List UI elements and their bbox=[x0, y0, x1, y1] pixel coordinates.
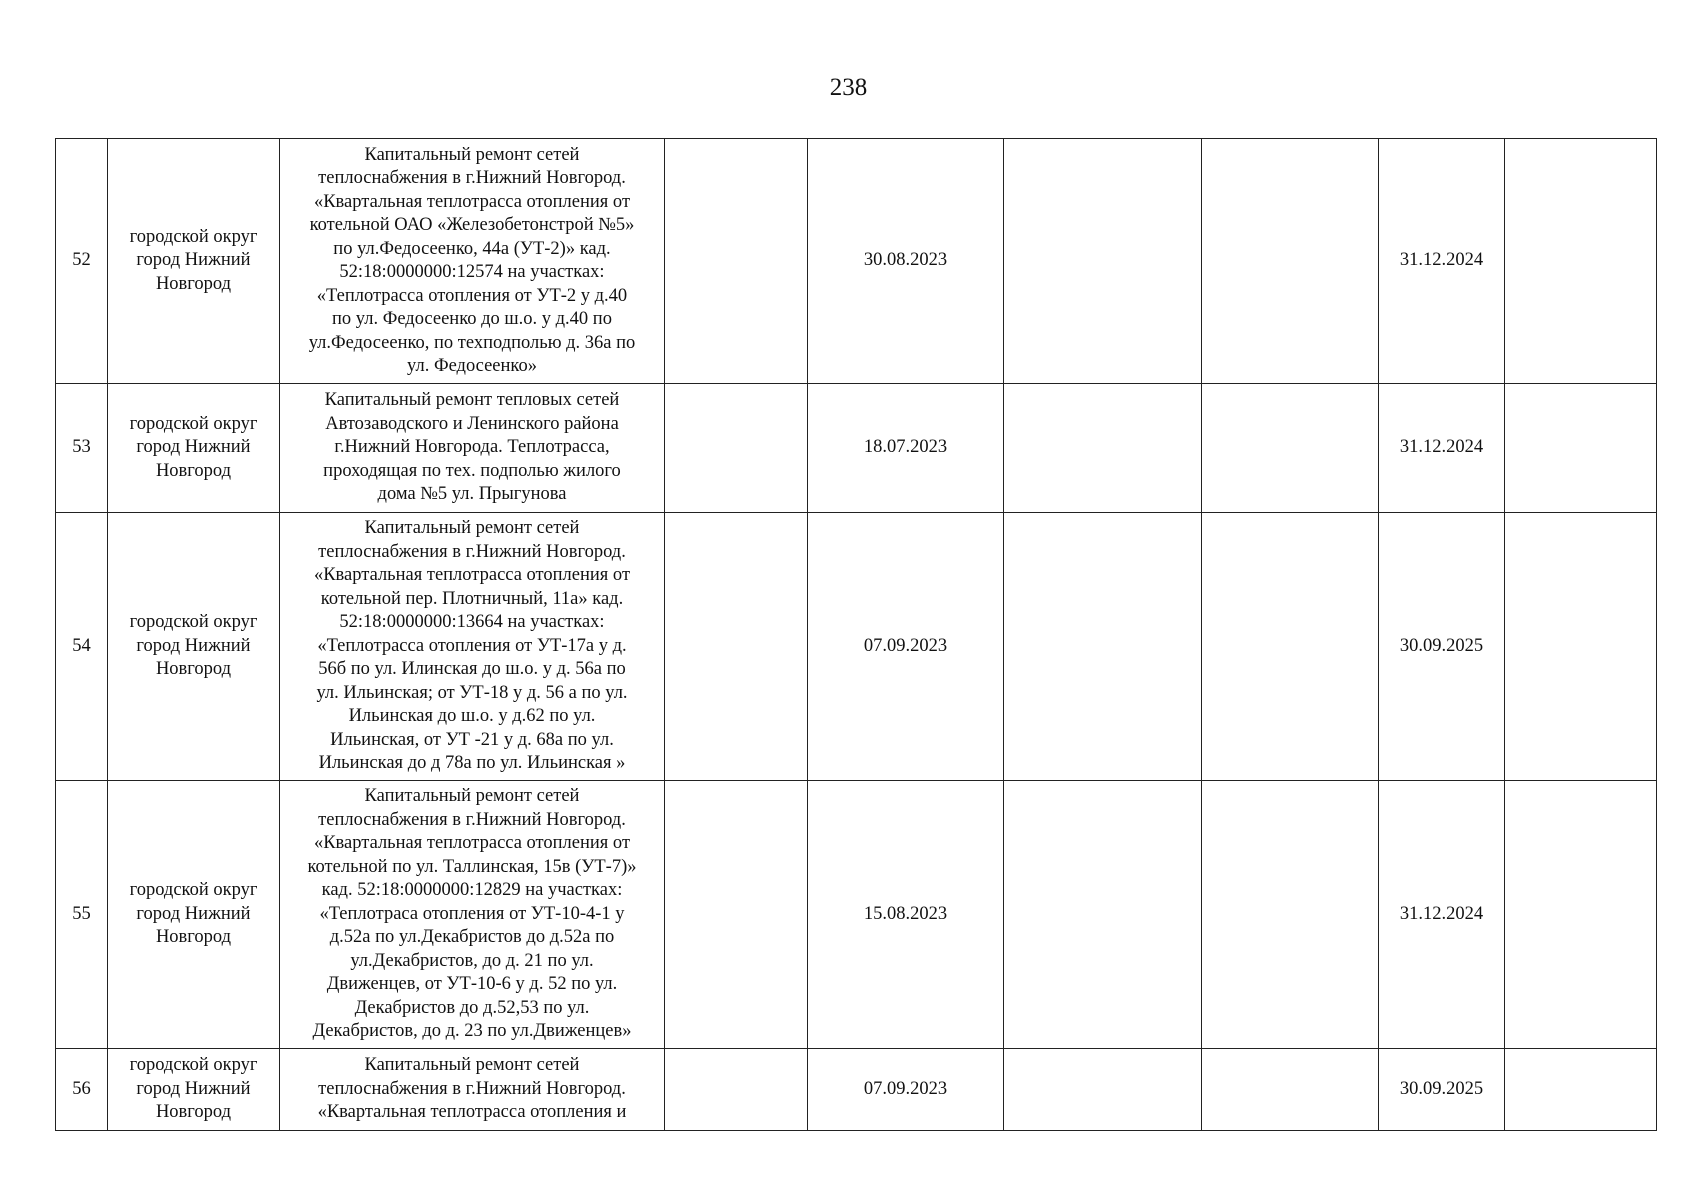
description-line: котельной пер. Плотничный, 11а» кад. bbox=[320, 588, 624, 609]
empty-cell bbox=[1004, 139, 1202, 384]
location-cell bbox=[108, 781, 280, 1049]
empty-cell bbox=[665, 1049, 808, 1131]
description-cell bbox=[280, 781, 665, 1049]
start-date: 07.09.2023 bbox=[808, 513, 1004, 781]
start-date: 15.08.2023 bbox=[808, 781, 1004, 1049]
description-line: 52:18:0000000:13664 на участках: bbox=[339, 612, 605, 633]
description-line: «Теплотрасса отопления от УТ-2 у д.40 bbox=[316, 285, 628, 306]
location-line: Новгород bbox=[155, 1102, 232, 1123]
location-line: городской округ bbox=[129, 1055, 258, 1076]
description-line: 52:18:0000000:12574 на участках: bbox=[339, 262, 605, 282]
location-line: городской округ bbox=[129, 880, 258, 901]
empty-cell bbox=[1202, 139, 1379, 384]
description-line: «Квартальная теплотрасса отопления от bbox=[313, 565, 631, 586]
empty-cell bbox=[665, 513, 808, 781]
description-line: Ильинская, от УТ -21 у д. 68а по ул. bbox=[330, 729, 614, 750]
location-line: город Нижний bbox=[136, 903, 251, 924]
page-number: 238 bbox=[829, 74, 868, 101]
location-line: городской округ bbox=[129, 612, 258, 633]
description-cell bbox=[280, 1049, 665, 1131]
description-line: Капитальный ремонт сетей bbox=[364, 786, 580, 807]
empty-cell bbox=[1202, 781, 1379, 1049]
description-cell bbox=[280, 139, 665, 384]
empty-cell bbox=[665, 139, 808, 384]
location-line: город Нижний bbox=[136, 1078, 251, 1099]
empty-cell bbox=[1004, 1049, 1202, 1131]
description-line: ул.Федосеенко, по техподполью д. 36а по bbox=[308, 332, 636, 353]
empty-cell bbox=[1004, 513, 1202, 781]
location-cell bbox=[108, 513, 280, 781]
row-number: 53 bbox=[56, 384, 108, 513]
description-line: Капитальный ремонт сетей bbox=[364, 144, 580, 165]
description-line: теплоснабжения в г.Нижний Новгород. bbox=[318, 809, 626, 830]
location-cell bbox=[108, 139, 280, 384]
description-line: Ильинская до д 78а по ул. Ильинская » bbox=[318, 753, 626, 774]
end-date: 31.12.2024 bbox=[1379, 384, 1505, 513]
end-date: 30.09.2025 bbox=[1379, 513, 1505, 781]
description-line: ул. Федосеенко» bbox=[407, 356, 537, 376]
description-line: 56б по ул. Илинская до ш.о. у д. 56а по bbox=[318, 659, 626, 680]
table-row bbox=[56, 139, 1657, 384]
description-line: Капитальный ремонт тепловых сетей bbox=[324, 390, 620, 411]
description-line: «Квартальная теплотрасса отопления и bbox=[317, 1102, 627, 1123]
start-date: 18.07.2023 bbox=[808, 384, 1004, 513]
location-line: городской округ bbox=[129, 226, 258, 247]
location-line: Новгород bbox=[155, 273, 232, 294]
end-date: 31.12.2024 bbox=[1379, 139, 1505, 384]
empty-cell bbox=[1505, 384, 1657, 513]
description-line: Движенцев, от УТ-10-6 у д. 52 по ул. bbox=[326, 974, 618, 995]
description-line: «Теплотрасса отопления от УТ-17а у д. bbox=[317, 635, 627, 656]
empty-cell bbox=[1004, 384, 1202, 513]
row-number: 55 bbox=[56, 781, 108, 1049]
row-number: 56 bbox=[56, 1049, 108, 1131]
start-date: 30.08.2023 bbox=[808, 139, 1004, 384]
description-line: Декабристов до д.52,53 по ул. bbox=[354, 997, 590, 1018]
description-line: теплоснабжения в г.Нижний Новгород. bbox=[318, 168, 626, 188]
description-line: ул.Декабристов, до д. 21 по ул. bbox=[350, 950, 594, 971]
description-cell bbox=[280, 384, 665, 513]
description-line: ул. Ильинская; от УТ-18 у д. 56 а по ул. bbox=[316, 682, 628, 703]
location-line: городской округ bbox=[129, 413, 258, 434]
location-line: город Нижний bbox=[136, 437, 251, 458]
empty-cell bbox=[1505, 513, 1657, 781]
description-line: дома №5 ул. Прыгунова bbox=[377, 484, 567, 505]
row-number: 52 bbox=[56, 139, 108, 384]
description-line: теплоснабжения в г.Нижний Новгород. bbox=[318, 541, 626, 562]
description-line: Капитальный ремонт сетей bbox=[364, 518, 580, 539]
row-number: 54 bbox=[56, 513, 108, 781]
table-row bbox=[56, 1049, 1657, 1131]
location-line: город Нижний bbox=[136, 635, 251, 656]
table-row bbox=[56, 513, 1657, 781]
description-line: «Квартальная теплотрасса отопления от bbox=[313, 833, 631, 854]
description-line: котельной по ул. Таллинская, 15в (УТ-7)» bbox=[307, 856, 637, 877]
description-cell bbox=[280, 513, 665, 781]
location-line: город Нижний bbox=[136, 250, 251, 271]
description-line: «Квартальная теплотрасса отопления от bbox=[313, 191, 631, 212]
empty-cell bbox=[1505, 781, 1657, 1049]
description-line: Капитальный ремонт сетей bbox=[364, 1055, 580, 1076]
description-line: г.Нижний Новгорода. Теплотрасса, bbox=[334, 437, 610, 458]
table-body bbox=[56, 139, 1657, 1131]
description-line: кад. 52:18:0000000:12829 на участках: bbox=[321, 880, 623, 901]
description-line: проходящая по тех. подполью жилого bbox=[323, 460, 621, 481]
location-line: Новгород bbox=[155, 659, 232, 680]
empty-cell bbox=[1505, 139, 1657, 384]
description-line: д.52а по ул.Декабристов до д.52а по bbox=[329, 927, 615, 948]
description-line: по ул. Федосеенко до ш.о. у д.40 по bbox=[332, 309, 612, 329]
description-line: котельной ОАО «Железобетонстрой №5» bbox=[309, 215, 635, 235]
location-cell bbox=[108, 1049, 280, 1131]
description-line: «Теплотраса отопления от УТ-10-4-1 у bbox=[319, 903, 625, 924]
empty-cell bbox=[1505, 1049, 1657, 1131]
table-row bbox=[56, 781, 1657, 1049]
location-line: Новгород bbox=[155, 927, 232, 948]
table-row bbox=[56, 384, 1657, 513]
empty-cell bbox=[1202, 384, 1379, 513]
empty-cell bbox=[1004, 781, 1202, 1049]
works-table bbox=[55, 138, 1657, 1131]
description-line: теплоснабжения в г.Нижний Новгород. bbox=[318, 1078, 626, 1099]
description-line: Автозаводского и Ленинского района bbox=[325, 413, 619, 434]
location-line: Новгород bbox=[155, 460, 232, 481]
start-date: 07.09.2023 bbox=[808, 1049, 1004, 1131]
empty-cell bbox=[1202, 513, 1379, 781]
empty-cell bbox=[665, 781, 808, 1049]
description-line: Ильинская до ш.о. у д.62 по ул. bbox=[348, 706, 596, 727]
empty-cell bbox=[1202, 1049, 1379, 1131]
description-line: по ул.Федосеенко, 44а (УТ-2)» кад. bbox=[333, 238, 611, 259]
end-date: 30.09.2025 bbox=[1379, 1049, 1505, 1131]
location-cell bbox=[108, 384, 280, 513]
empty-cell bbox=[665, 384, 808, 513]
description-line: Декабристов, до д. 23 по ул.Движенцев» bbox=[312, 1021, 632, 1042]
end-date: 31.12.2024 bbox=[1379, 781, 1505, 1049]
